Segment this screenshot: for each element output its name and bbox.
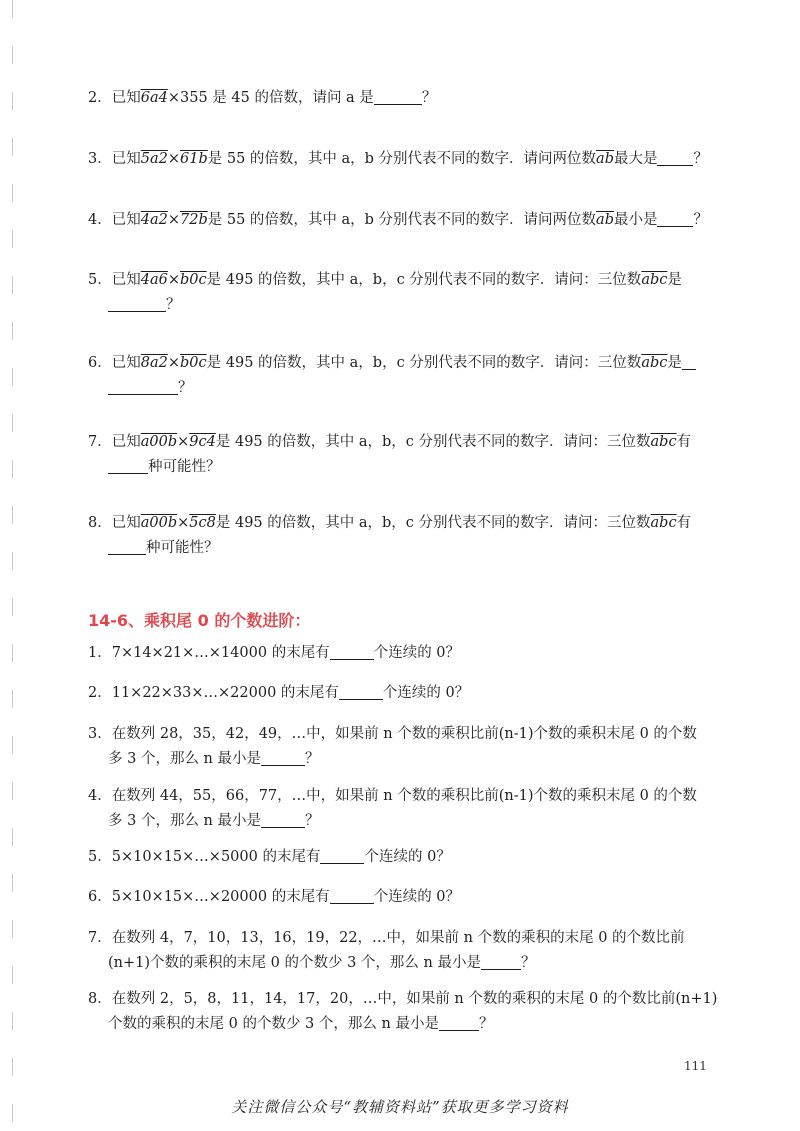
question-number: 5．: [88, 272, 112, 288]
footer-promo-text: 关注微信公众号“教辅资料站”获取更多学习资料: [231, 1098, 569, 1116]
question-2-divisible-45: 2．已知6a4×355 是 45 的倍数，请问 a 是 ？: [88, 90, 437, 106]
question-number: 6．: [88, 355, 112, 371]
answer-blank[interactable]: [439, 1015, 479, 1031]
answer-blank[interactable]: [108, 379, 178, 395]
binding-margin-line: [12, 0, 13, 1131]
overline-number: a00b: [140, 434, 178, 450]
section-title: 14-6、乘积尾 0 的个数进阶：: [88, 611, 311, 630]
question-5-divisible-495: 5．已知4a6×b0c是 495 的倍数，其中 a，b，c 分别代表不同的数字．请问：三位数$\overline{abc}$是 ？: [88, 272, 682, 313]
overline-number: 4a6: [140, 272, 168, 288]
answer-blank[interactable]: [330, 888, 374, 904]
trailing-zeros-question-4: 4．在数列 44，55，66，77，…中，如果前 n 个数的乘积比前(n-1)个数的乘积末尾 0 的个数 多 3 个，那么 n 最小是 ？: [88, 788, 697, 829]
question-4-divisible-55-min: 4．已知4a2×72b是 55 的倍数，其中 a，b 分别代表不同的数字．请问两位数$\overline{ab}$最小是 ？: [88, 212, 708, 228]
answer-blank[interactable]: [108, 539, 146, 555]
overline-number: 6a4: [140, 90, 168, 106]
question-3-divisible-55-max: 3．已知5a2×61b是 55 的倍数，其中 a，b 分别代表不同的数字．请问两位数$\overline{ab}$最大是 ？: [88, 151, 708, 167]
overline-number: b0c: [180, 355, 207, 371]
question-6-divisible-495: 6．已知8a2×b0c是 495 的倍数，其中 a，b，c 分别代表不同的数字．请问：三位数$\overline{abc}$是 ？: [88, 351, 713, 401]
page-number: 111: [684, 1059, 707, 1073]
question-number: 6．: [88, 889, 112, 905]
answer-blank[interactable]: [261, 812, 305, 828]
question-number: 3．: [88, 726, 112, 742]
question-number: 7．: [88, 434, 112, 450]
answer-blank[interactable]: [657, 211, 693, 227]
overline-number: 5c8: [189, 515, 216, 531]
overline-number: 72b: [180, 212, 208, 228]
overline-number: $\overline{abc}$: [641, 272, 668, 288]
trailing-zeros-question-5: 5．5×10×15×…×5000 的末尾有 个连续的 0？: [88, 849, 451, 865]
question-number: 2．: [88, 685, 112, 701]
answer-blank[interactable]: [108, 296, 166, 312]
question-number: 7．: [88, 930, 112, 946]
overline-number: 5a2: [140, 151, 168, 167]
question-8-divisible-495-count: 8．已知a00b×5c8是 495 的倍数，其中 a，b，c 分别代表不同的数字．请问：三位数$\overline{abc}$有 种可能性？: [88, 515, 692, 556]
trailing-zeros-question-8: 8．在数列 2，5，8，11，14，17，20，…中，如果前 n 个数的乘积的末尾 0 的个数比前(n+1) 个数的乘积的末尾 0 的个数少 3 个，那么 n 最小是 ？: [88, 991, 718, 1032]
overline-number: 4a2: [140, 212, 168, 228]
trailing-zeros-question-6: 6．5×10×15×…×20000 的末尾有 个连续的 0？: [88, 889, 461, 905]
answer-blank[interactable]: [320, 848, 364, 864]
question-number: 3．: [88, 151, 112, 167]
question-number: 2．: [88, 90, 112, 106]
overline-number: $\overline{ab}$: [596, 212, 614, 228]
trailing-zeros-question-1: 1．7×14×21×…×14000 的末尾有 个连续的 0？: [88, 645, 461, 661]
overline-number: $\overline{ab}$: [596, 151, 614, 167]
question-number: 5．: [88, 849, 112, 865]
answer-blank[interactable]: [330, 644, 374, 660]
question-number: 4．: [88, 212, 112, 228]
overline-number: b0c: [180, 272, 207, 288]
answer-blank[interactable]: [657, 150, 693, 166]
question-number: 8．: [88, 515, 112, 531]
trailing-zeros-question-2: 2．11×22×33×…×22000 的末尾有 个连续的 0？: [88, 685, 470, 701]
answer-blank[interactable]: [108, 458, 148, 474]
overline-number: $\overline{abc}$: [650, 434, 677, 450]
trailing-zeros-question-3: 3．在数列 28，35，42，49，…中，如果前 n 个数的乘积比前(n-1)个数的乘积末尾 0 的个数 多 3 个，那么 n 最小是 ？: [88, 726, 697, 767]
overline-number: $\overline{abc}$: [650, 515, 677, 531]
question-number: 1．: [88, 645, 112, 661]
trailing-zeros-question-7: 7．在数列 4，7，10，13，16，19，22，…中，如果前 n 个数的乘积的末尾 0 的个数比前 (n+1)个数的乘积的末尾 0 的个数少 3 个，那么 n 最小是 ？: [88, 930, 685, 971]
answer-blank[interactable]: [339, 684, 383, 700]
overline-number: $\overline{abc}$: [641, 355, 668, 371]
question-7-divisible-495-count: 7．已知a00b×9c4是 495 的倍数，其中 a，b，c 分别代表不同的数字．请问：三位数$\overline{abc}$有 种可能性？: [88, 434, 692, 475]
overline-number: 8a2: [140, 355, 168, 371]
question-number: 8．: [88, 991, 112, 1007]
overline-number: 61b: [180, 151, 208, 167]
overline-number: a00b: [140, 515, 178, 531]
answer-blank[interactable]: [481, 954, 521, 970]
answer-blank[interactable]: [682, 354, 696, 370]
question-number: 4．: [88, 788, 112, 804]
answer-blank[interactable]: [261, 750, 305, 766]
answer-blank[interactable]: [374, 89, 422, 105]
overline-number: 9c4: [189, 434, 216, 450]
